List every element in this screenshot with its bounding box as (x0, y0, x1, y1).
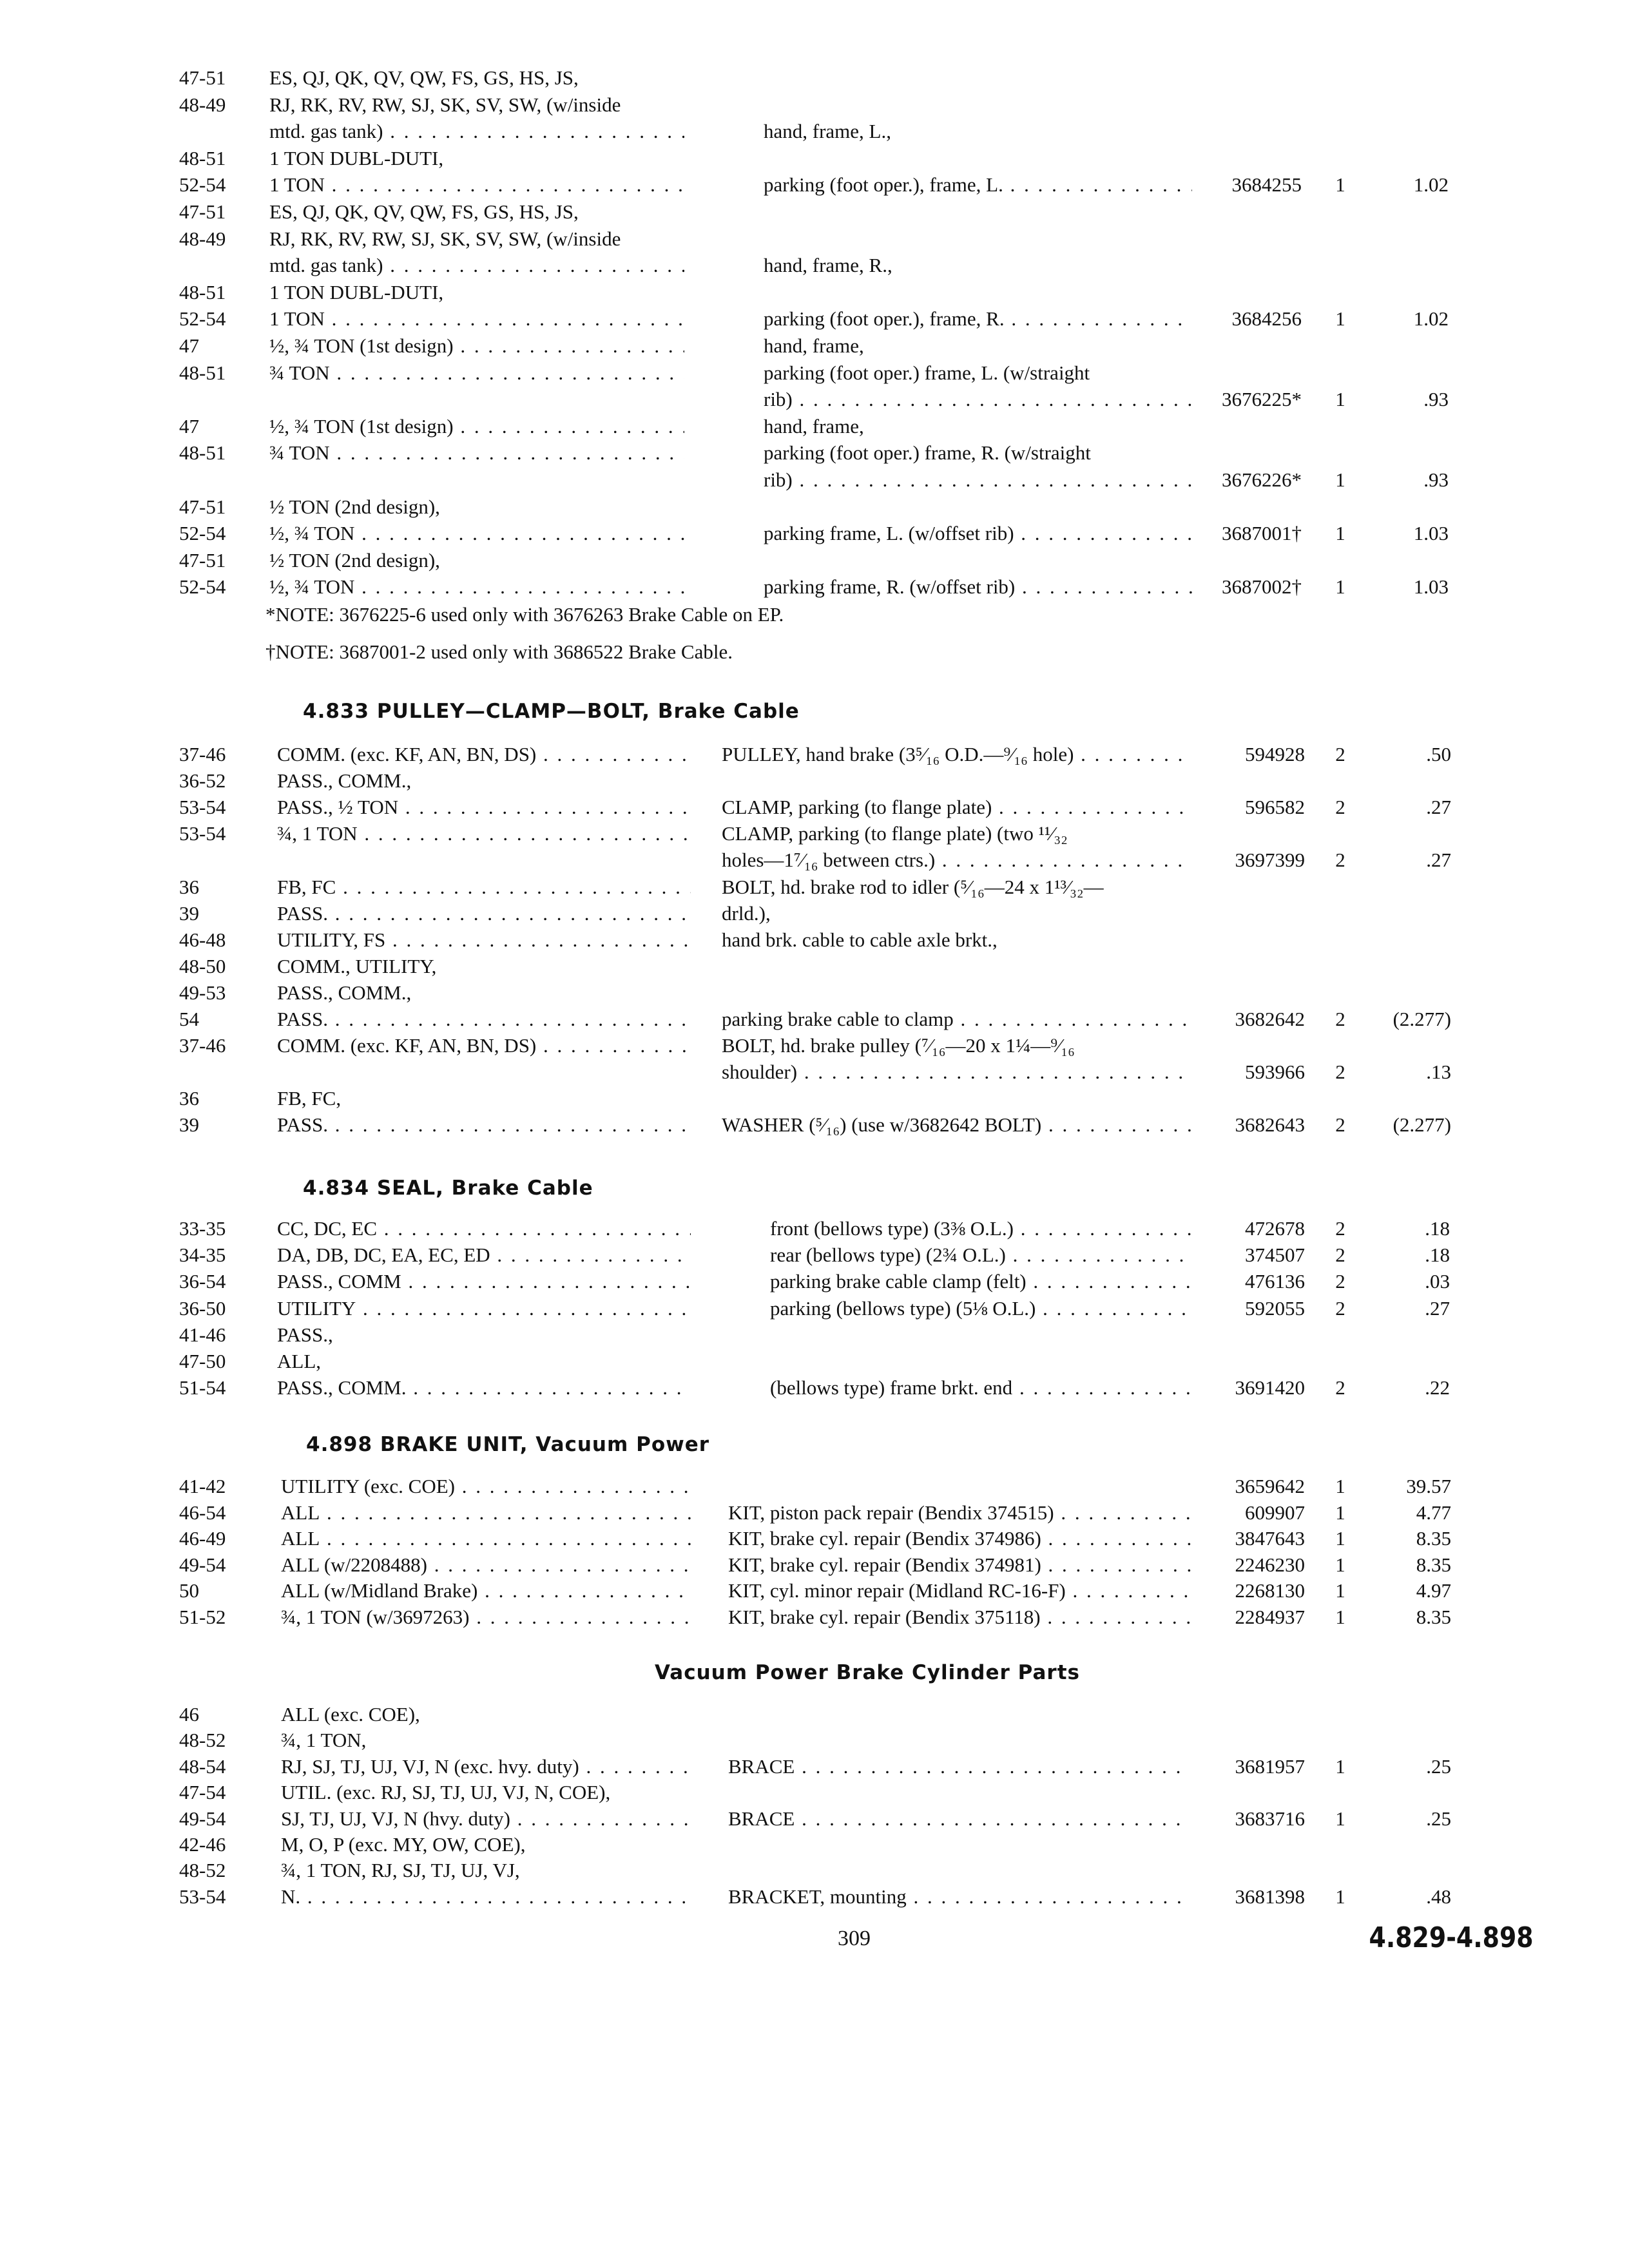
part-description: parking frame, L. (w/offset rib) . . . (764, 520, 1192, 547)
table-row (0, 466, 1629, 494)
quantity: 2 (1335, 743, 1345, 765)
part-description: parking (foot oper.) frame, R. (w/straight (764, 441, 1091, 464)
part-description: parking frame, R. (w/offset rib) . . . (764, 573, 1192, 601)
year-range: 37-46 (179, 1034, 226, 1057)
model-applicability: ALL (exc. COE), (281, 1703, 420, 1725)
year-range: 39 (179, 902, 199, 925)
model-applicability: ¾, 1 TON (w/3697263) . . . (281, 1604, 691, 1631)
model-applicability: PASS., COMM., (277, 981, 412, 1004)
model-applicability: COMM. (exc. KF, AN, BN, DS) . . . (277, 741, 691, 768)
table-row (0, 171, 1629, 198)
part-number: 2268130 (1235, 1579, 1305, 1602)
year-range: 53-54 (179, 822, 226, 845)
table-row (0, 1111, 1629, 1139)
table-row (0, 874, 1629, 901)
table-row (0, 1473, 1629, 1500)
table-row (0, 252, 1629, 279)
year-range: 47-51 (179, 495, 226, 518)
part-description: BRACE . . . (728, 1753, 1191, 1780)
quantity: 2 (1335, 1297, 1345, 1320)
quantity: 2 (1335, 849, 1345, 871)
quantity: 2 (1335, 1217, 1345, 1240)
year-range: 46-49 (179, 1527, 226, 1550)
quantity: 1 (1335, 173, 1345, 196)
quantity: 1 (1335, 1606, 1345, 1628)
part-description: parking (foot oper.), frame, L. . . . (764, 171, 1192, 198)
model-applicability: ALL, (277, 1350, 322, 1372)
table-row (0, 573, 1629, 601)
list-price: .93 (1423, 468, 1449, 491)
part-description: parking (foot oper.), frame, R. . . . (764, 305, 1192, 332)
part-number: 3691420 (1235, 1376, 1305, 1399)
year-range: 47 (179, 334, 199, 357)
year-range: 48-52 (179, 1859, 226, 1881)
quantity: 2 (1335, 1061, 1345, 1083)
part-number: 3682643 (1235, 1113, 1305, 1136)
quantity: 1 (1335, 1885, 1345, 1908)
list-price: .13 (1426, 1061, 1451, 1083)
model-applicability: FB, FC . . . (277, 874, 691, 901)
model-applicability: COMM. (exc. KF, AN, BN, DS) . . . (277, 1032, 691, 1059)
year-range: 36-54 (179, 1270, 226, 1293)
year-range: 46 (179, 1703, 199, 1725)
quantity: 1 (1335, 1807, 1345, 1830)
model-applicability: COMM., UTILITY, (277, 955, 437, 977)
part-description: front (bellows type) (3⅜ O.L.) . . . (770, 1215, 1191, 1242)
table-row (0, 1085, 1629, 1112)
table-row (0, 198, 1629, 226)
part-number: 3684255 (1231, 173, 1302, 196)
year-range: 52-54 (179, 522, 226, 544)
part-description: WASHER (⁵⁄₁₆) (use w/3682642 BOLT) . . . (722, 1111, 1192, 1139)
part-number: 3683716 (1235, 1807, 1305, 1830)
part-number: 594928 (1245, 743, 1305, 765)
table-row (0, 360, 1629, 387)
quantity: 1 (1335, 388, 1345, 410)
part-number: 3847643 (1235, 1527, 1305, 1550)
quantity: 1 (1335, 1527, 1345, 1550)
part-description: CLAMP, parking (to flange plate) . . . (722, 794, 1192, 821)
model-applicability: ALL (w/Midland Brake) . . . (281, 1577, 691, 1604)
list-price: .18 (1425, 1244, 1450, 1266)
part-description: parking (bellows type) (5⅛ O.L.) . . . (770, 1295, 1191, 1322)
list-price: 4.77 (1416, 1501, 1451, 1524)
table-row (0, 1059, 1629, 1086)
part-number: 3682642 (1235, 1008, 1305, 1030)
quantity: 1 (1335, 1579, 1345, 1602)
model-applicability: RJ, RK, RV, RW, SJ, SK, SV, SW, (w/inside (269, 227, 621, 250)
table-row (0, 1831, 1629, 1858)
quantity: 2 (1335, 1113, 1345, 1136)
model-applicability: CC, DC, EC . . . (277, 1215, 691, 1242)
year-range: 34-35 (179, 1244, 226, 1266)
table-row (0, 439, 1629, 466)
table-row (0, 1552, 1629, 1579)
part-description: rib) . . . (764, 466, 1192, 494)
year-range: 48-51 (179, 361, 226, 384)
model-applicability: UTIL. (exc. RJ, SJ, TJ, UJ, VJ, N, COE), (281, 1781, 611, 1803)
part-description: BOLT, hd. brake rod to idler (⁵⁄₁₆—24 x 1¹³⁄₃₂— (722, 876, 1104, 898)
year-range: 41-42 (179, 1475, 226, 1497)
subheading-cylinder-parts: Vacuum Power Brake Cylinder Parts (655, 1661, 1080, 1684)
model-applicability: ¾, 1 TON, (281, 1729, 367, 1751)
list-price: .25 (1426, 1755, 1451, 1778)
list-price: (2.277) (1393, 1113, 1451, 1136)
table-row (0, 1242, 1629, 1269)
model-applicability: PASS., (277, 1323, 333, 1346)
table-row (0, 1006, 1629, 1033)
section-heading-4834: 4.834 SEAL, Brake Cable (303, 1177, 593, 1200)
quantity: 1 (1335, 1553, 1345, 1576)
table-row (0, 1295, 1629, 1322)
list-price: 1.02 (1413, 307, 1449, 330)
table-row (0, 794, 1629, 821)
part-number: 472678 (1245, 1217, 1305, 1240)
table-row (0, 953, 1629, 980)
table-row (0, 847, 1629, 874)
year-range: 46-54 (179, 1501, 226, 1524)
table-row (0, 279, 1629, 306)
quantity: 1 (1335, 468, 1345, 491)
list-price: 1.02 (1413, 173, 1449, 196)
list-price: .18 (1425, 1217, 1450, 1240)
table-row (0, 305, 1629, 332)
model-applicability: 1 TON . . . (269, 305, 684, 332)
quantity: 2 (1335, 1376, 1345, 1399)
model-applicability: 1 TON DUBL-DUTI, (269, 147, 444, 169)
list-price: 1.03 (1413, 575, 1449, 598)
table-row (0, 1805, 1629, 1832)
year-range: 47-54 (179, 1781, 226, 1803)
section-heading-4833: 4.833 PULLEY—CLAMP—BOLT, Brake Cable (303, 700, 800, 723)
quantity: 2 (1335, 1270, 1345, 1293)
table-row (0, 1215, 1629, 1242)
model-applicability: ½, ¾ TON (1st design) . . . (269, 413, 684, 440)
table-row (0, 413, 1629, 440)
model-applicability: ¾, 1 TON . . . (277, 820, 691, 847)
table-row (0, 1268, 1629, 1295)
quantity: 2 (1335, 1008, 1345, 1030)
part-description: shoulder) . . . (722, 1059, 1192, 1086)
part-description: PULLEY, hand brake (3⁵⁄₁₆ O.D.—⁹⁄₁₆ hole) . . . (722, 741, 1192, 768)
part-number: 592055 (1245, 1297, 1305, 1320)
table-row (0, 767, 1629, 794)
year-range: 46-48 (179, 928, 226, 951)
table-row (0, 1857, 1629, 1884)
year-range: 48-51 (179, 441, 226, 464)
model-applicability: FB, FC, (277, 1087, 342, 1110)
part-number: 374507 (1245, 1244, 1305, 1266)
list-price: .27 (1426, 796, 1451, 818)
list-price: 8.35 (1416, 1527, 1451, 1550)
part-description: hand, frame, (764, 334, 864, 357)
table-row (0, 494, 1629, 521)
model-applicability: PASS. . . . (277, 1111, 691, 1139)
part-description: BRACKET, mounting . . . (728, 1883, 1191, 1910)
model-applicability: DA, DB, DC, EA, EC, ED . . . (277, 1242, 691, 1269)
model-applicability: ES, QJ, QK, QV, QW, FS, GS, HS, JS, (269, 200, 579, 223)
table-row (0, 1701, 1629, 1728)
model-applicability: ½, ¾ TON (1st design) . . . (269, 332, 684, 360)
part-description: hand, frame, (764, 415, 864, 437)
table-row (0, 226, 1629, 253)
part-description: parking brake cable clamp (felt) . . . (770, 1268, 1191, 1295)
list-price: 8.35 (1416, 1606, 1451, 1628)
table-row (0, 64, 1629, 91)
list-price: .48 (1426, 1885, 1451, 1908)
part-description: KIT, piston pack repair (Bendix 374515) . . . (728, 1499, 1191, 1526)
year-range: 49-53 (179, 981, 226, 1004)
model-applicability: RJ, SJ, TJ, UJ, VJ, N (exc. hvy. duty) . . . (281, 1753, 691, 1780)
part-description: KIT, cyl. minor repair (Midland RC-16-F) . . . (728, 1577, 1191, 1604)
part-number: 476136 (1245, 1270, 1305, 1293)
table-row (0, 820, 1629, 847)
list-price: 1.03 (1413, 522, 1449, 544)
part-description: (bellows type) frame brkt. end . . . (770, 1374, 1191, 1401)
part-description: hand, frame, L., (764, 120, 891, 142)
part-number: 2284937 (1235, 1606, 1305, 1628)
part-number: 3659642 (1235, 1475, 1305, 1497)
model-applicability: mtd. gas tank) . . . (269, 252, 684, 279)
model-applicability: ES, QJ, QK, QV, QW, FS, GS, HS, JS, (269, 66, 579, 89)
table-row (0, 927, 1629, 954)
part-description: hand brk. cable to cable axle brkt., (722, 928, 998, 951)
year-range: 36-52 (179, 769, 226, 792)
table-row (0, 1348, 1629, 1375)
part-number: 3676225* (1222, 388, 1302, 410)
model-applicability: ALL (w/2208488) . . . (281, 1552, 691, 1579)
table-row (0, 1727, 1629, 1754)
year-range: 48-54 (179, 1755, 226, 1778)
model-applicability: PASS., ½ TON . . . (277, 794, 691, 821)
list-price: 39.57 (1406, 1475, 1451, 1497)
part-description: KIT, brake cyl. repair (Bendix 374986) . . . (728, 1525, 1191, 1552)
table-row (0, 1753, 1629, 1780)
part-number: 3681957 (1235, 1755, 1305, 1778)
year-range: 52-54 (179, 173, 226, 196)
model-applicability: N. . . . (281, 1883, 691, 1910)
year-range: 49-54 (179, 1553, 226, 1576)
part-description: rear (bellows type) (2¾ O.L.) . . . (770, 1242, 1191, 1269)
table-row (0, 900, 1629, 927)
year-range: 36-50 (179, 1297, 226, 1320)
year-range: 41-46 (179, 1323, 226, 1346)
model-applicability: PASS. . . . (277, 1006, 691, 1033)
table-row (0, 332, 1629, 360)
footnote-dagger: †NOTE: 3687001-2 used only with 3686522 Brake Cable. (265, 640, 733, 663)
year-range: 36 (179, 1087, 199, 1110)
table-row (0, 1374, 1629, 1401)
year-range: 48-49 (179, 93, 226, 116)
table-row (0, 1577, 1629, 1604)
list-price: (2.277) (1393, 1008, 1451, 1030)
list-price: 4.97 (1416, 1579, 1451, 1602)
quantity: 1 (1335, 307, 1345, 330)
model-applicability: ¾ TON . . . (269, 360, 684, 387)
part-description: holes—1⁷⁄₁₆ between ctrs.) . . . (722, 847, 1192, 874)
part-number: 3676226* (1222, 468, 1302, 491)
quantity: 1 (1335, 1475, 1345, 1497)
list-price: .27 (1425, 1297, 1450, 1320)
model-applicability: RJ, RK, RV, RW, SJ, SK, SV, SW, (w/inside (269, 93, 621, 116)
table-row (0, 1321, 1629, 1349)
year-range: 53-54 (179, 1885, 226, 1908)
year-range: 52-54 (179, 307, 226, 330)
part-description: drld.), (722, 902, 771, 925)
model-applicability: PASS., COMM . . . (277, 1268, 691, 1295)
year-range: 51-54 (179, 1376, 226, 1399)
year-range: 47-51 (179, 200, 226, 223)
model-applicability: ½ TON (2nd design), (269, 549, 440, 572)
part-number: 2246230 (1235, 1553, 1305, 1576)
section-heading-4898: 4.898 BRAKE UNIT, Vacuum Power (306, 1433, 710, 1456)
table-row (0, 547, 1629, 574)
year-range: 36 (179, 876, 199, 898)
table-row (0, 118, 1629, 145)
part-number: 3684256 (1231, 307, 1302, 330)
table-row (0, 741, 1629, 768)
year-range: 54 (179, 1008, 199, 1030)
part-description: CLAMP, parking (to flange plate) (two ¹¹⁄₃₂ (722, 822, 1068, 845)
footnote-asterisk: *NOTE: 3676225-6 used only with 3676263 Brake Cable on EP. (265, 603, 784, 626)
model-applicability: PASS., COMM., (277, 769, 412, 792)
model-applicability: UTILITY . . . (277, 1295, 691, 1322)
table-row (0, 1604, 1629, 1631)
model-applicability: PASS., COMM. . . . (277, 1374, 691, 1401)
year-range: 47-50 (179, 1350, 226, 1372)
part-description: BOLT, hd. brake pulley (⁷⁄₁₆—20 x 1¼—⁹⁄₁₆ (722, 1034, 1075, 1057)
list-price: .25 (1426, 1807, 1451, 1830)
part-description: parking brake cable to clamp . . . (722, 1006, 1192, 1033)
year-range: 48-51 (179, 281, 226, 303)
model-applicability: ½, ¾ TON . . . (269, 573, 684, 601)
part-description: rib) . . . (764, 386, 1192, 413)
part-number: 3687001† (1222, 522, 1302, 544)
model-applicability: 1 TON . . . (269, 171, 684, 198)
year-range: 49-54 (179, 1807, 226, 1830)
quantity: 2 (1335, 1244, 1345, 1266)
model-applicability: UTILITY (exc. COE) . . . (281, 1473, 691, 1500)
model-applicability: ALL . . . (281, 1525, 691, 1552)
list-price: .50 (1426, 743, 1451, 765)
part-description: BRACE . . . (728, 1805, 1191, 1832)
part-description: parking (foot oper.) frame, L. (w/straight (764, 361, 1090, 384)
section-range: 4.829-4.898 (1369, 1921, 1534, 1954)
year-range: 48-50 (179, 955, 226, 977)
quantity: 2 (1335, 796, 1345, 818)
part-description: hand, frame, R., (764, 254, 892, 276)
model-applicability: ½ TON (2nd design), (269, 495, 440, 518)
list-price: .03 (1425, 1270, 1450, 1293)
year-range: 53-54 (179, 796, 226, 818)
table-row (0, 1499, 1629, 1526)
model-applicability: UTILITY, FS . . . (277, 927, 691, 954)
model-applicability: ¾, 1 TON, RJ, SJ, TJ, UJ, VJ, (281, 1859, 520, 1881)
year-range: 42-46 (179, 1833, 226, 1856)
year-range: 52-54 (179, 575, 226, 598)
model-applicability: ALL . . . (281, 1499, 691, 1526)
model-applicability: mtd. gas tank) . . . (269, 118, 684, 145)
year-range: 48-49 (179, 227, 226, 250)
part-number: 3697399 (1235, 849, 1305, 871)
table-row (0, 979, 1629, 1006)
part-number: 593966 (1245, 1061, 1305, 1083)
year-range: 37-46 (179, 743, 226, 765)
table-row (0, 1525, 1629, 1552)
table-row (0, 386, 1629, 413)
part-number: 596582 (1245, 796, 1305, 818)
model-applicability: PASS. . . . (277, 900, 691, 927)
table-row (0, 1883, 1629, 1910)
part-number: 3687002† (1222, 575, 1302, 598)
quantity: 1 (1335, 1755, 1345, 1778)
quantity: 1 (1335, 575, 1345, 598)
year-range: 47 (179, 415, 199, 437)
model-applicability: SJ, TJ, UJ, VJ, N (hvy. duty) . . . (281, 1805, 691, 1832)
model-applicability: M, O, P (exc. MY, OW, COE), (281, 1833, 526, 1856)
model-applicability: ½, ¾ TON . . . (269, 520, 684, 547)
year-range: 51-52 (179, 1606, 226, 1628)
table-row (0, 145, 1629, 172)
year-range: 48-52 (179, 1729, 226, 1751)
model-applicability: ¾ TON . . . (269, 439, 684, 466)
page-number: 309 (838, 1927, 871, 1950)
year-range: 48-51 (179, 147, 226, 169)
year-range: 33-35 (179, 1217, 226, 1240)
table-row (0, 1779, 1629, 1806)
model-applicability: 1 TON DUBL-DUTI, (269, 281, 444, 303)
table-row (0, 520, 1629, 547)
part-number: 3681398 (1235, 1885, 1305, 1908)
list-price: .27 (1426, 849, 1451, 871)
year-range: 50 (179, 1579, 199, 1602)
year-range: 47-51 (179, 549, 226, 572)
part-description: KIT, brake cyl. repair (Bendix 374981) . . . (728, 1552, 1191, 1579)
list-price: 8.35 (1416, 1553, 1451, 1576)
part-number: 609907 (1245, 1501, 1305, 1524)
quantity: 1 (1335, 522, 1345, 544)
year-range: 39 (179, 1113, 199, 1136)
part-description: KIT, brake cyl. repair (Bendix 375118) . . . (728, 1604, 1191, 1631)
year-range: 47-51 (179, 66, 226, 89)
list-price: .93 (1423, 388, 1449, 410)
list-price: .22 (1425, 1376, 1450, 1399)
table-row (0, 1032, 1629, 1059)
table-row (0, 91, 1629, 119)
quantity: 1 (1335, 1501, 1345, 1524)
